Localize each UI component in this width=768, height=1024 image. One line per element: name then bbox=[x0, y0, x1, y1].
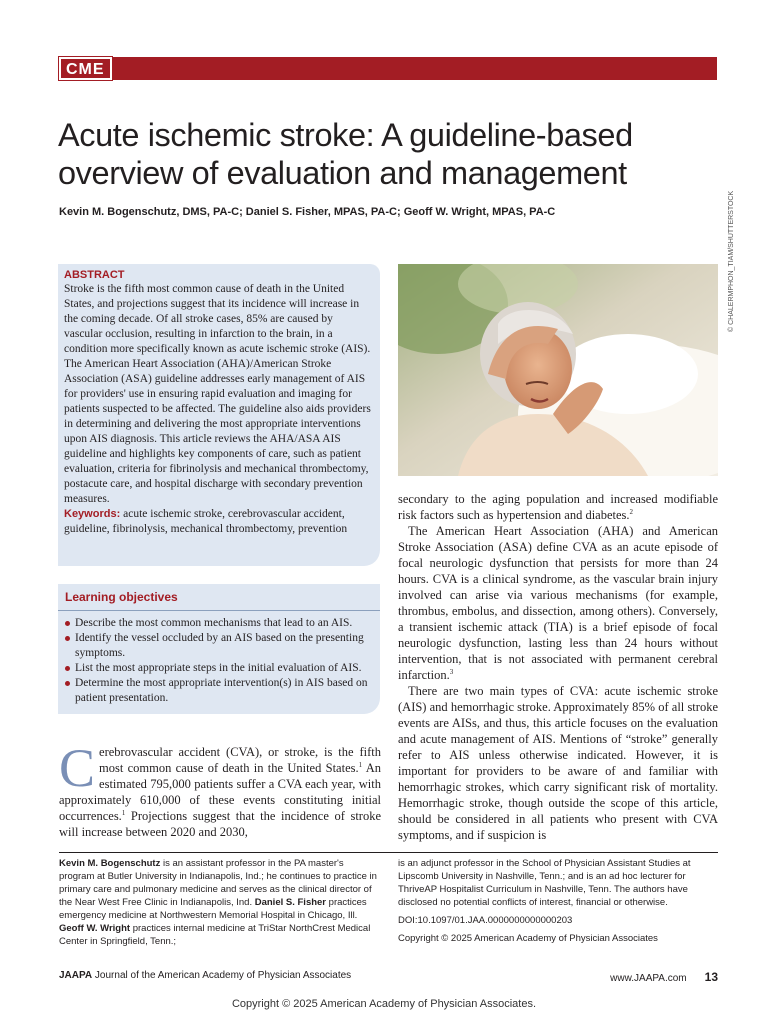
learning-objectives-heading: Learning objectives bbox=[65, 590, 178, 604]
bullet-icon bbox=[65, 666, 70, 671]
woman-headache-photo-illustration bbox=[398, 264, 718, 476]
bullet-icon bbox=[65, 621, 70, 626]
abstract-body: Stroke is the fifth most common cause of death in the United States, and projections suggest that its incidence will increase in the coming decade. Of all stroke cases, 85% are caused by vascular occlusion, resulting in infarction to the brain, in a condition more specifically known as acute ischemic stroke (AIS). The American Heart Association (AHA)/American Stroke Association (ASA) guideline addresses early management of AIS for providers' use in ensuring rapid evaluation and imaging for patients suspected to be affected. The guideline also aids providers in determining and delivering the most appropriate interventions upon AIS diagnosis. This article reviews the AHA/ASA AIS guideline and highlights key components of care, such as patient evaluation, criteria for fibrinolysis and mechanical thrombectomy, postacute care, and hospital discharge with secondary prevention measures. bbox=[64, 283, 371, 505]
abstract-text bbox=[64, 282, 372, 537]
drop-cap: C bbox=[59, 738, 96, 798]
list-item: Describe the most common mechanisms that lead to an AIS. bbox=[65, 616, 374, 631]
reference-marker: 1 bbox=[358, 760, 363, 769]
list-item: Determine the most appropriate intervention(s) in AIS based on patient presentation. bbox=[65, 676, 374, 706]
cme-label: CME bbox=[59, 57, 112, 80]
list-item: Identify the vessel occluded by an AIS based on the presenting symptoms. bbox=[65, 631, 374, 661]
article-copyright: Copyright © 2025 American Academy of Physician Associates bbox=[398, 933, 658, 944]
journal-abbr: JAAPA bbox=[59, 970, 93, 981]
article-authors: Kevin M. Bogenschutz, DMS, PA-C; Daniel S. Fisher, MPAS, PA-C; Geoff W. Wright, MPAS, PA-C bbox=[59, 206, 556, 218]
body-text-right bbox=[398, 491, 718, 843]
footnote-divider bbox=[59, 852, 718, 853]
page-number: 13 bbox=[704, 970, 718, 984]
bio-continued: is an adjunct professor in the School of Physician Assistant Studies at Lipscomb University in Nashville, Tenn.; and is an ad hoc lecturer for ThriveAP Hospitalist Curriculum in Nashville, Tenn. The authors have disclosed no potential conflicts of interest, financial or otherwise. bbox=[398, 858, 691, 908]
paragraph: There are two main types of CVA: acute ischemic stroke (AIS) and hemorrhagic stroke. Approximately 85% of all stroke events are AISs, and thus, this article focuses on the evaluation and acute management of AIS. Mentions of “stroke” generally refer to AIS unless otherwise indicated. However, it is important for providers to be aware of and familiar with hemorrhagic strokes, which carry significant risk of mortality. Hemorrhagic stroke, though outside the scope of this article, should be considered in all patients who present with CVA symptoms, and if suspicion is bbox=[398, 684, 718, 842]
journal-footer bbox=[59, 970, 351, 981]
body-text-left: C erebrovascular accident (CVA), or stroke, is the fifth most common cause of death in the United States.$^1$ An estimated 795,000 patients suffer a CVA each year, with approximately 610,000 of these events constituting initial occurrences.$^1$ Projections suggest that the incidence of stroke will increase between 2020 and 2030, bbox=[59, 738, 381, 839]
paragraph: The American Heart Association (AHA) and American Stroke Association (ASA) define CVA as an acute episode of focal neurologic dysfunction that persists for more than 24 hours. CVA is a clinical syndrome, as the vascular brain injury involved can arise via various mechanisms (for example, thrombus, embolus, and dissection, among others). Conversely, a transient ischemic attack (TIA) is a brief episode of focal neurologic dysfunction, lasting less than 24 hours without intervention, that is not associated with permanent cerebral infarction.$^3$ bbox=[398, 524, 718, 682]
keywords-label: Keywords: bbox=[64, 508, 121, 520]
list-item: List the most appropriate steps in the initial evaluation of AIS. bbox=[65, 661, 374, 676]
bullet-icon bbox=[65, 681, 70, 686]
footer-right bbox=[610, 970, 718, 984]
header-bar bbox=[59, 57, 717, 80]
learning-objectives-divider bbox=[58, 610, 380, 611]
doi: DOI:10.1097/01.JAA.0000000000000203 bbox=[398, 915, 573, 926]
reference-marker: 1 bbox=[121, 808, 126, 817]
author-bios-left: Kevin M. Bogenschutz is an assistant professor in the PA master's program at Butler University in Indianapolis, Ind.; he continues to practice in primary care and pulmonary medicine and serves as the clinical director of the Near West Free Clinic in Indianapolis, Ind. Daniel S. Fisher practices emergency medicine at Northwestern Memorial Hospital in Chicago, Ill. Geoff W. Wright practices internal medicine at TriStar NorthCrest Medical Center in Springfield, Tenn.; bbox=[59, 858, 377, 947]
reference-marker: 2 bbox=[629, 507, 634, 516]
author-bios-right bbox=[398, 857, 718, 945]
bullet-icon bbox=[65, 636, 70, 641]
journal-name: Journal of the American Academy of Physician Associates bbox=[92, 970, 352, 981]
reference-marker: 3 bbox=[449, 667, 454, 676]
photo-credit: © CHALERMPHON_TIAM/SHUTTERSTOCK bbox=[728, 190, 735, 332]
abstract-box bbox=[58, 264, 380, 566]
article-title: Acute ischemic stroke: A guideline-based overview of evaluation and management bbox=[58, 117, 633, 191]
journal-website[interactable]: www.JAAPA.com bbox=[610, 973, 687, 984]
learning-objectives-list bbox=[65, 616, 374, 706]
abstract-heading: ABSTRACT bbox=[64, 269, 125, 281]
paragraph: secondary to the aging population and increased modifiable risk factors such as hypertension and diabetes.$^2$ bbox=[398, 492, 718, 522]
bottom-copyright: Copyright © 2025 American Academy of Physician Associates. bbox=[231, 998, 537, 1010]
article-photo bbox=[398, 264, 718, 476]
learning-objectives-box bbox=[58, 584, 380, 714]
keywords-text: acute ischemic stroke, cerebrovascular accident, guideline, fibrinolysis, mechanical thrombectomy, prevention bbox=[64, 508, 348, 535]
